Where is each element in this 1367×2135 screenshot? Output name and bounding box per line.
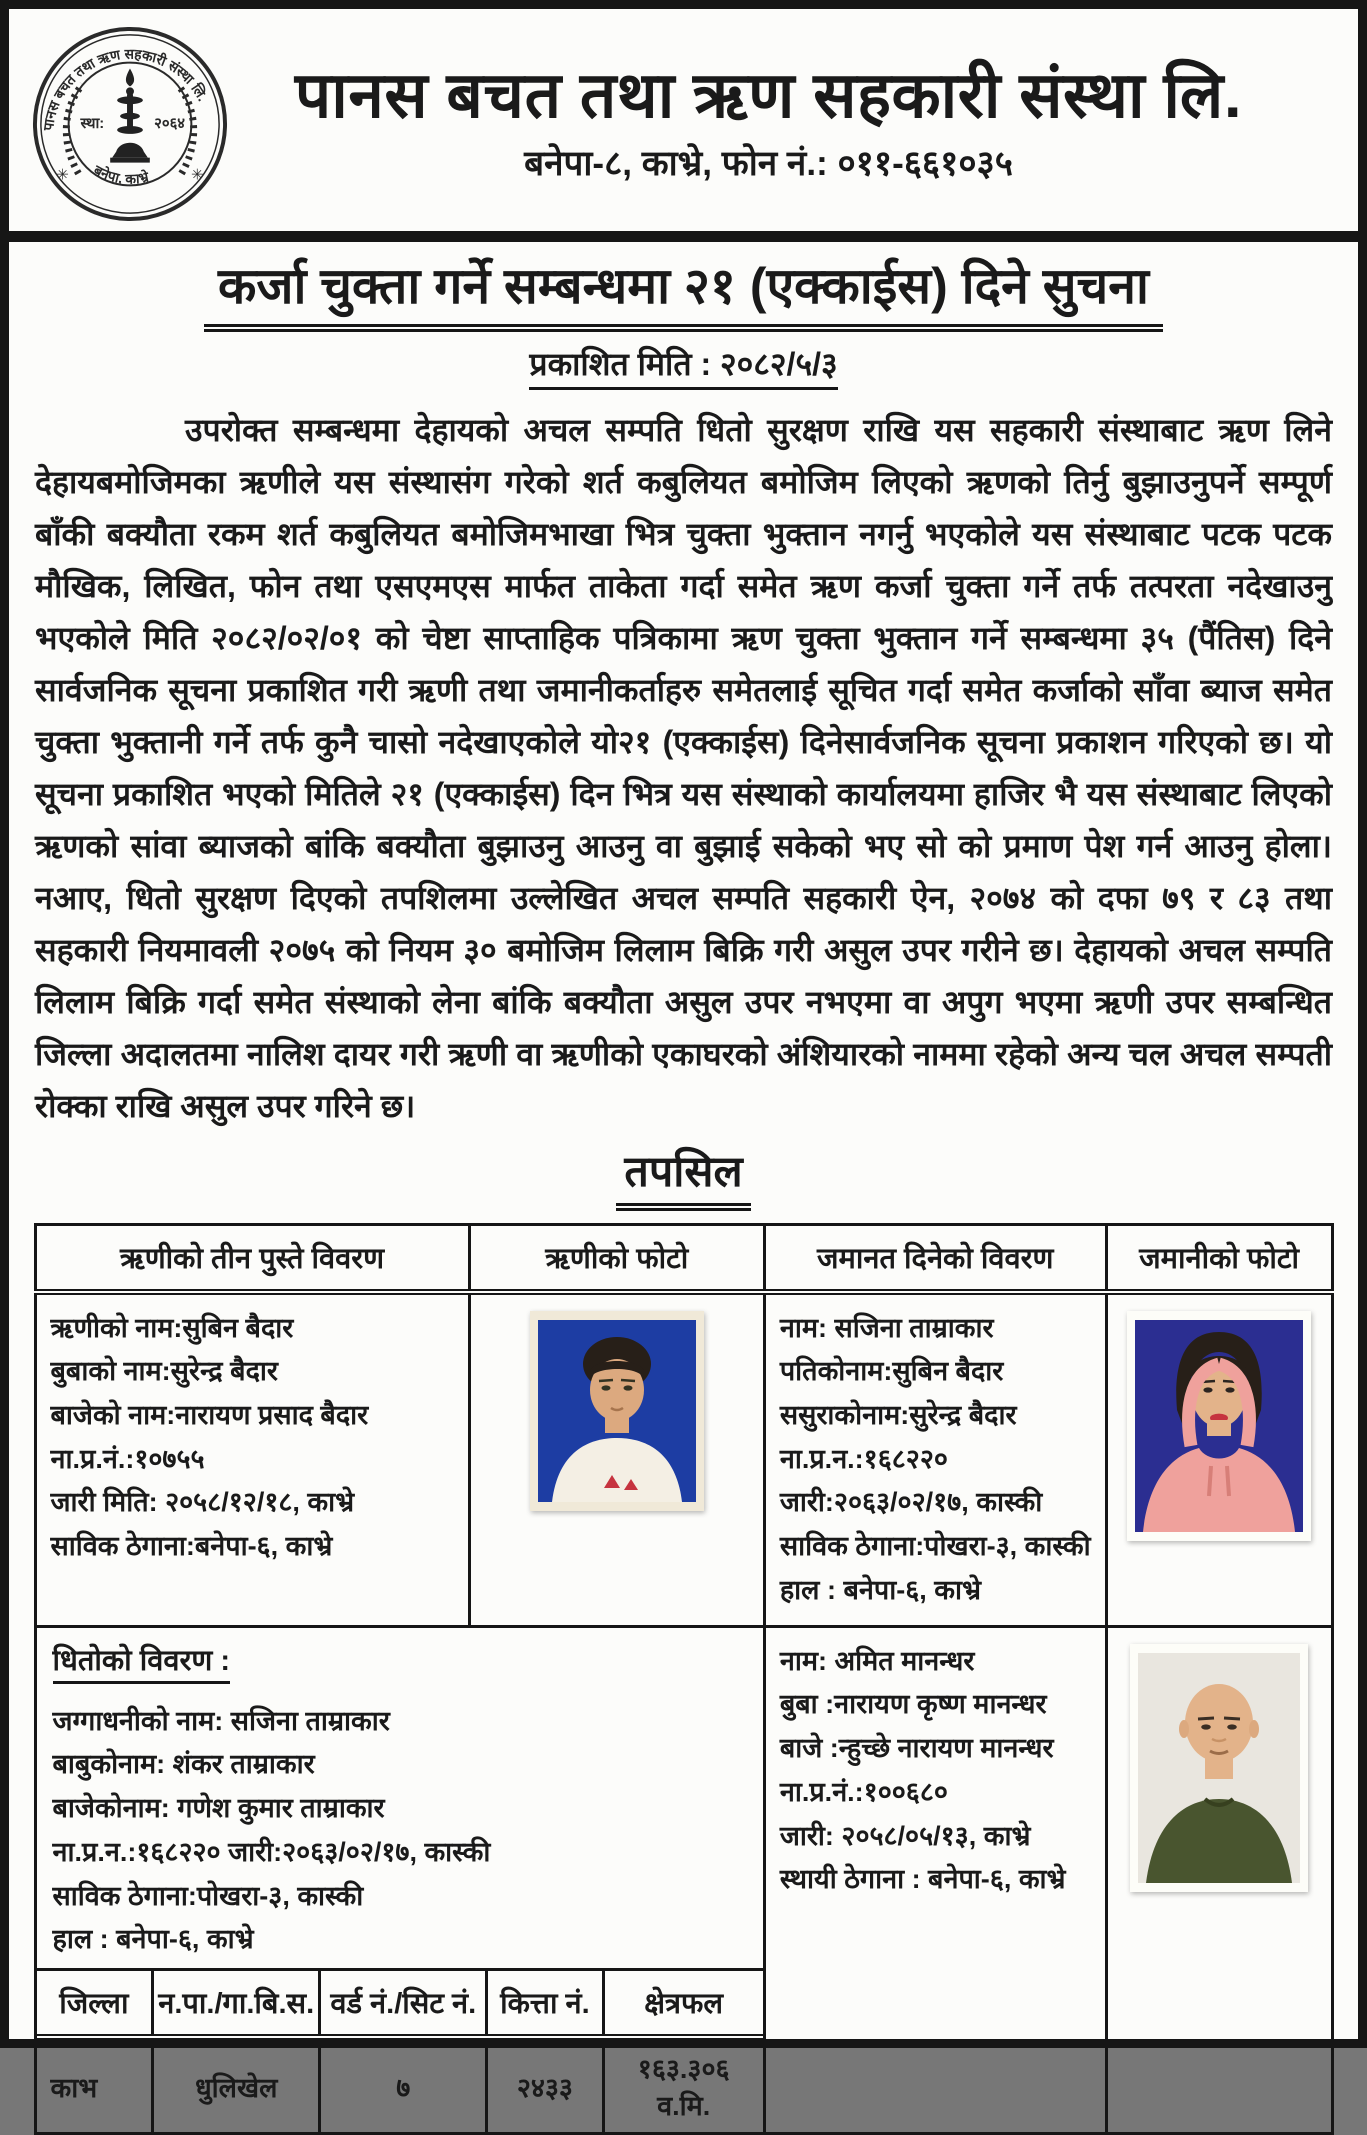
land-col-ward: वर्ड नं./सिट नं.	[320, 1970, 487, 2038]
header-divider	[9, 231, 1358, 242]
land-col-plot: कित्ता नं.	[487, 1970, 603, 2038]
detail-line: बाबुकोनाम: शंकर ताम्राकार	[53, 1743, 747, 1787]
land-municipality-value: धुलिखेल	[153, 2037, 320, 2132]
detail-line: हाल : बनेपा-६, काभ्रे	[780, 1569, 1091, 1613]
land-table-data-row	[37, 2037, 763, 2132]
table-row	[35, 1292, 1332, 1627]
detail-line: ना.प्र.नं.:१००६८०	[780, 1771, 1091, 1815]
published-date: प्रकाशित मिति : २०८२/५/३	[529, 342, 837, 390]
mortgage-cell	[35, 1626, 764, 2133]
seal-left-star-icon: ✳	[56, 167, 68, 183]
guarantor2-photo	[1130, 1644, 1308, 1892]
detail-line: साविक ठेगाना:बनेपा-६, काभ्रे	[51, 1525, 454, 1569]
col-header-borrower-photo: ऋणीको फोटो	[469, 1224, 764, 1292]
detail-line: हाल : बनेपा-६, काभ्रे	[53, 1918, 747, 1962]
detail-line: साविक ठेगाना:पोखरा-३, कास्की	[53, 1875, 747, 1919]
land-plot-value: २४३३	[487, 2037, 603, 2132]
mortgage-heading: धितोको विवरण :	[53, 1640, 231, 1684]
col-header-borrower-details: ऋणीको तीन पुस्ते विवरण	[35, 1224, 469, 1292]
detail-line: जारी:२०६३/०२/१७, कास्की	[780, 1481, 1091, 1525]
land-col-municipality: न.पा./गा.बि.स.	[153, 1970, 320, 2038]
table-row	[35, 1626, 1332, 2133]
guarantor2-photo-cell	[1106, 1626, 1332, 2133]
seal-right-star-icon: ✳	[191, 167, 203, 183]
detail-line: ऋणीको नाम:सुबिन बैदार	[51, 1307, 454, 1351]
land-area-value: १६३.३०६ व.मि.	[603, 2037, 763, 2132]
seal-right-label: २०६४	[154, 116, 185, 132]
land-table	[37, 1968, 763, 2132]
tapasil-heading: तपसिल	[616, 1140, 750, 1211]
guarantor2-details	[764, 1626, 1106, 2133]
seal-top-text: पानस बचत तथा ऋण सहकारी संस्था लि.	[40, 46, 211, 133]
detail-line: जग्गाधनीको नाम: सजिना ताम्राकार	[53, 1700, 747, 1744]
borrower-photo-cell	[469, 1292, 764, 1627]
land-col-district: जिल्ला	[37, 1970, 153, 2038]
detail-line: बाजेको नाम:नारायण प्रसाद बैदार	[51, 1394, 454, 1438]
header-text-block	[229, 62, 1338, 186]
detail-line: पतिकोनाम:सुबिन बैदार	[780, 1350, 1091, 1394]
detail-line: नाम: सजिना ताम्राकार	[780, 1307, 1091, 1351]
borrower-photo	[530, 1311, 704, 1511]
guarantor1-details	[764, 1292, 1106, 1627]
land-col-area: क्षेत्रफल	[603, 1970, 763, 2038]
detail-line: ना.प्र.न.:१६८२२०	[780, 1438, 1091, 1482]
detail-line: बाजे :न्हुच्छे नारायण मानन्धर	[780, 1727, 1091, 1771]
detail-line: जारी मिति: २०५८/१२/१८, काभ्रे	[51, 1481, 454, 1525]
land-ward-value: ७	[320, 2037, 487, 2132]
header	[9, 9, 1358, 231]
table-header-row	[35, 1224, 1332, 1292]
org-address: बनेपा-८, काभ्रे, फोन नं.: ०११-६६१०३५	[229, 139, 1308, 186]
detail-line: बुबाको नाम:सुरेन्द्र बैदार	[51, 1350, 454, 1394]
notice-body: उपरोक्त सम्बन्धमा देहायको अचल सम्पति धितो सुरक्षण राखि यस सहकारी संस्थाबाट ऋण लिने देहायबमोजिमका ऋणीले यस संस्थासंग गरेको शर्त कबुलियत बमोजिम लिएको ऋणको तिर्नु बुझाउनुपर्ने सम्पूर्ण बाँकी बक्यौता रकम शर्त कबुलियत बमोजिमभाखा भित्र चुक्ता भुक्तान नगर्नु भएकोले यस संस्थाबाट पटक पटक मौखिक, लिखित, फोन तथा एसएमएस मार्फत ताकेता गर्दा समेत ऋण कर्जा चुक्ता गर्ने तर्फ तत्परता नदेखाउनु भएकोले मिति २०८२/०२/०१ को चेष्टा साप्ताहिक पत्रिकामा ऋण चुक्ता भुक्तान गर्ने सम्बन्धमा ३५ (पैंतिस) दिने सार्वजनिक सूचना प्रकाशित गरी ऋणी तथा जमानीकर्ताहरु समेतलाई सूचित गर्दा समेत कर्जाको साँवा ब्याज समेत चुक्ता भुक्तानी गर्ने तर्फ कुनै चासो नदेखाएकोले यो२१ (एक्काईस) दिनेसार्वजनिक सूचना प्रकाशन गरिएको छ। यो सूचना प्रकाशित भएको मितिले २१ (एक्काईस) दिन भित्र यस संस्थाको कार्यालयमा हाजिर भै यस संस्थाबाट लिएको ऋणको सांवा ब्याजको बांकि बक्यौता बुझाउनु आउनु वा बुझाई सकेको भए सो को प्रमाण पेश गर्न आउनु होला। नआए, धितो सुरक्षण दिएको तपशिलमा उल्लेखित अचल सम्पति सहकारी ऐन, २०७४ को दफा ७९ र ८३ तथा सहकारी नियमावली २०७५ को नियम ३० बमोजिम लिलाम बिक्रि गरी असुल उपर गरीने छ। देहायको अचल सम्पति लिलाम बिक्रि गर्दा समेत संस्थाको लेना बांकि बक्यौता असुल उपर नभएमा वा अपुग भएमा ऋणी उपर सम्बन्धित जिल्ला अदालतमा नालिश दायर गरी ऋणी वा ऋणीको एकाघरको अंशियारको नाममा रहेको अन्य चल अचल सम्पती रोक्का राखि असुल उपर गरिने छ।	[35, 404, 1332, 1132]
seal-left-label: स्था:	[80, 116, 105, 132]
notice-title: कर्जा चुक्ता गर्ने सम्बन्धमा २१ (एक्काईस) दिने सुचना	[204, 258, 1163, 332]
detail-line: बाजेकोनाम: गणेश कुमार ताम्राकार	[53, 1787, 747, 1831]
detail-line: ससुराकोनाम:सुरेन्द्र बैदार	[780, 1394, 1091, 1438]
detail-line: ना.प्र.नं.:१०७५५	[51, 1438, 454, 1482]
col-header-guarantor-photo: जमानीको फोटो	[1106, 1224, 1332, 1292]
seal-bottom-text: बनेपा, काभ्रे	[90, 161, 151, 187]
guarantor1-photo-cell	[1106, 1292, 1332, 1627]
detail-line: जारी: २०५८/०५/१३, काभ्रे	[780, 1815, 1091, 1859]
oil-lamp-icon	[110, 69, 150, 163]
guarantor1-photo	[1127, 1311, 1311, 1541]
mortgage-details	[53, 1700, 747, 1962]
land-district-value: काभ	[37, 2037, 153, 2132]
tapasil-table	[34, 1223, 1334, 2135]
org-seal-logo	[31, 25, 229, 223]
borrower-details	[35, 1292, 469, 1627]
detail-line: ना.प्र.न.:१६८२२० जारी:२०६३/०२/१७, कास्की	[53, 1831, 747, 1875]
detail-line: साविक ठेगाना:पोखरा-३, कास्की	[780, 1525, 1091, 1569]
col-header-guarantor-details: जमानत दिनेको विवरण	[764, 1224, 1106, 1292]
detail-line: स्थायी ठेगाना : बनेपा-६, काभ्रे	[780, 1858, 1091, 1902]
detail-line: बुबा :नारायण कृष्ण मानन्धर	[780, 1683, 1091, 1727]
land-table-header-row	[37, 1970, 763, 2038]
org-name: पानस बचत तथा ऋण सहकारी संस्था लि.	[229, 62, 1308, 129]
detail-line: नाम: अमित मानन्धर	[780, 1640, 1091, 1684]
